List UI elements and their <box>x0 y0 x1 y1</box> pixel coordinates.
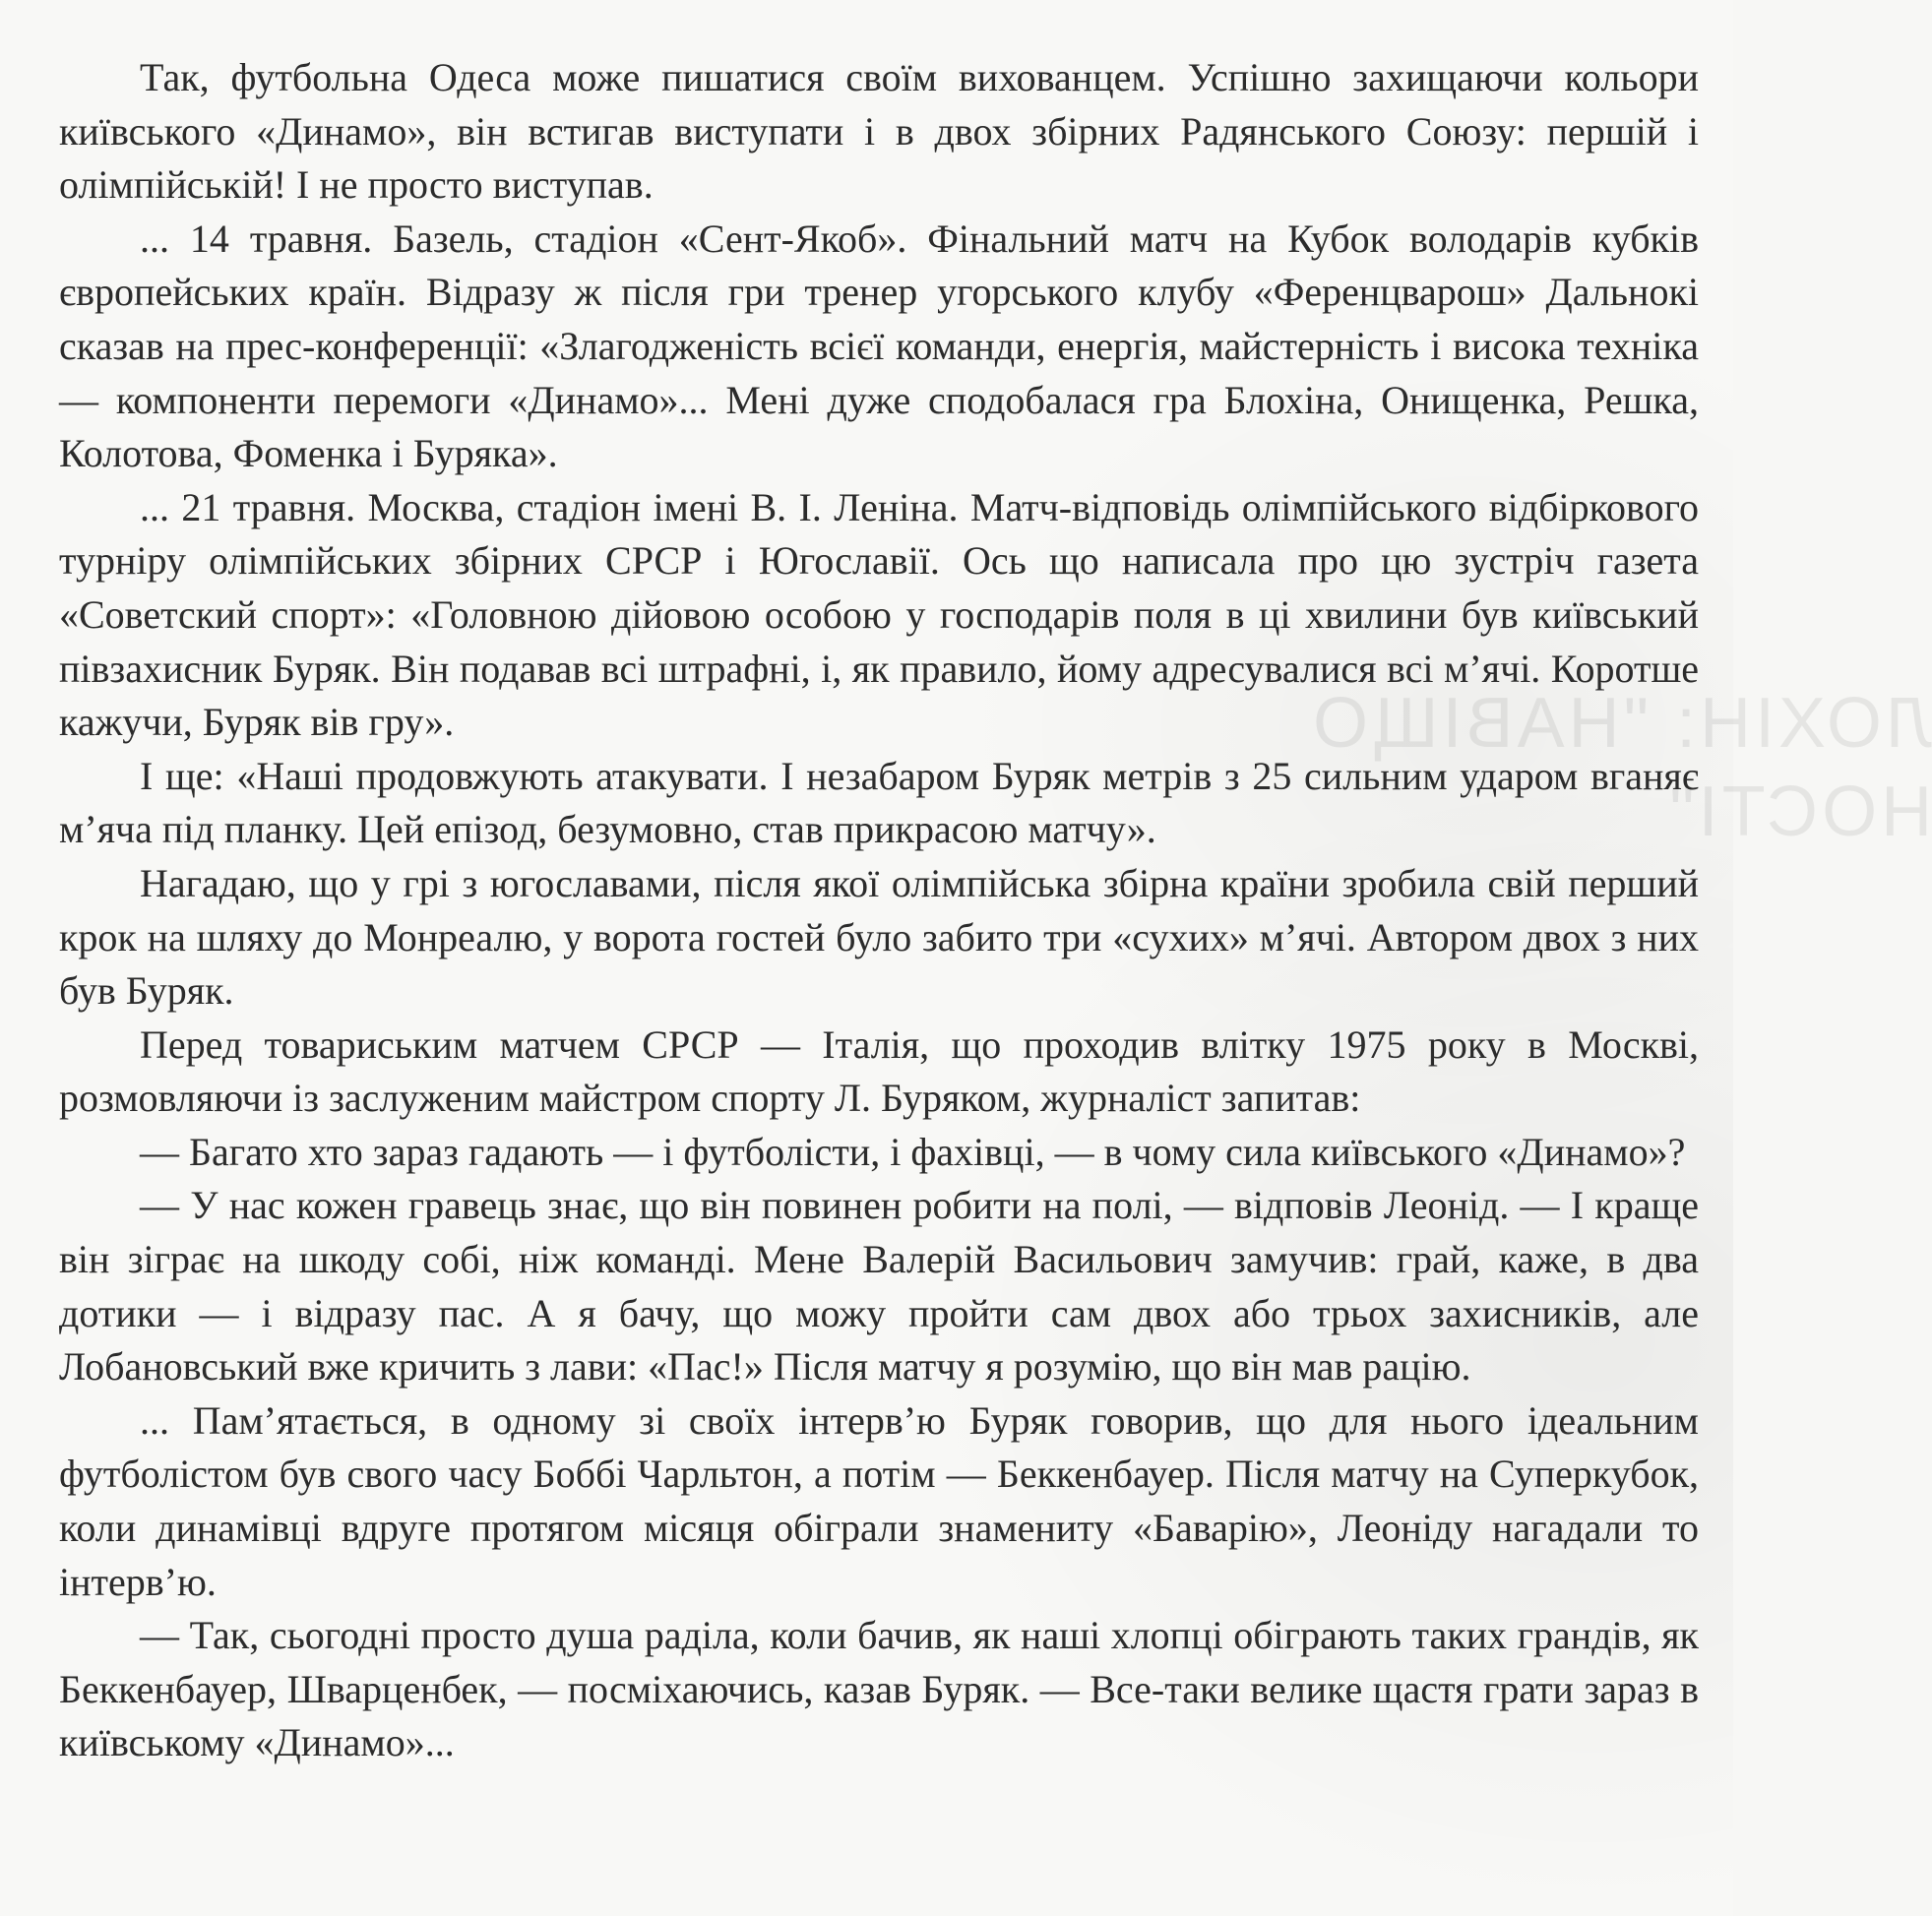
paragraph-dialogue-question: — Багато хто зараз гадають — і футболісти, і фахівці, — в чому сила київського «Динамо»? <box>140 1129 1686 1174</box>
paragraph-closing-quote: — Так, сьогодні просто душа раділа, коли бачив, як наші хлопці обіграють таких грандів, як Беккенбауер, Шварценбек, — посміхаючись, казав Буряк. — Все-таки велике щастя грати зараз в київському «Динамо»... <box>59 1613 1699 1765</box>
body-text <box>59 51 1699 1770</box>
paragraph-yugoslavia-goals: Нагадаю, що у грі з югославами, після якої олімпійська збірна країни зробила свій перший крок на шляху до Монреалю, у ворота гостей було забито три «сухих» м’ячі. Автором двох з них був Буряк. <box>59 860 1699 1014</box>
paragraph-dialogue-answer: — У нас кожен гравець знає, що він повинен робити на полі, — відповів Леонід. — І краще він зіграє на шкоду собі, ніж команді. Мене Валерій Васильович замучив: грай, каже, в два дотики — і відразу пас. А я бачу, що можу пройти сам двох або трьох захисників, але Лобановський вже кричить з лави: «Пас!» Після матчу я розумію, що він мав рацію. <box>59 1183 1699 1390</box>
paragraph-quote-attack: І ще: «Наші продовжують атакувати. І незабаром Буряк метрів з 25 сильним ударом вганяє м’яча під планку. Цей епізод, безумовно, став прикрасою матчу». <box>59 753 1699 852</box>
paragraph-italy-friendly: Перед товариським матчем СРСР — Італія, що проходив влітку 1975 року в Москві, розмовляючи із заслуженим майстром спорту Л. Буряком, журналіст запитав: <box>59 1021 1699 1121</box>
paragraph-moscow-match: ... 21 травня. Москва, стадіон імені В. І. Леніна. Матч-відповідь олімпійського відбіркового турніру олімпійських збірних СРСР і Югославії. Ось що написала про цю зустріч газета «Советский спорт»: «Головною дійовою особою у господарів поля в ці хвилини був київський півзахисник Буряк. Він подавав всі штрафні, і, як правило, йому адресувалися всі м’ячі. Коротше кажучи, Буряк вів гру». <box>59 484 1699 745</box>
paragraph-ideal-footballer: ... Пам’ятається, в одному зі своїх інтерв’ю Буряк говорив, що для нього ідеальним футболістом був свого часу Боббі Чарльтон, а потім — Беккенбауер. Після матчу на Суперкубок, коли динамівці вдруге протягом місяця обіграли знамениту «Баварію», Леоніду нагадали то інтерв’ю. <box>59 1397 1699 1604</box>
bleed-through-line: ЛОХІН: "НАВІЩО <box>1309 684 1932 763</box>
paragraph-odesa-pride: Так, футбольна Одеса може пишатися своїм вихованцем. Успішно захищаючи кольори київського «Динамо», він встигав виступати і в двох збірних Радянського Союзу: першій і олімпійській! І не просто виступав. <box>59 55 1699 208</box>
paragraph-basel-final: ... 14 травня. Базель, стадіон «Сент-Якоб». Фінальний матч на Кубок володарів кубків європейських країн. Відразу ж після гри тренер угорського клубу «Ференцварош» Дальнокі сказав на прес-конференції: «Злагодженість всієї команди, енергія, майстерність і висока техніка — компоненти перемоги «Динамо»... Мені дуже сподобалася гра Блохіна, Онищенка, Решка, Колотова, Фоменка і Буряка». <box>59 216 1699 476</box>
bleed-through-line: НОСТІ" <box>1665 773 1932 851</box>
